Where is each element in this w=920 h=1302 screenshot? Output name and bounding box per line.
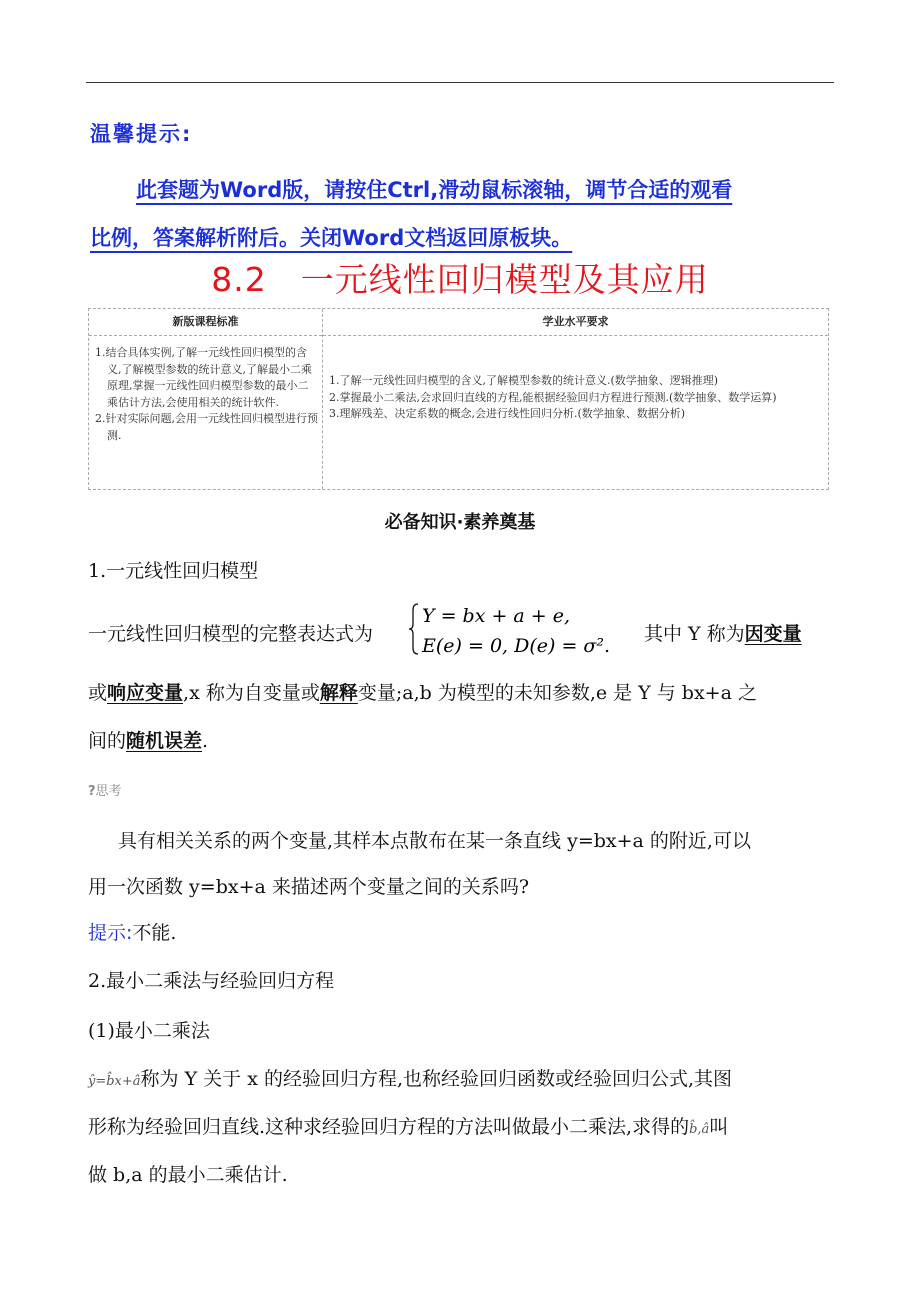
term-dependent-variable: 因变量 <box>744 623 802 645</box>
formula-line-1: Y = bx + a + e, <box>422 605 571 627</box>
text-run: 叫 <box>709 1116 729 1138</box>
requirement-item: 1.了解一元线性回归模型的含义,了解模型参数的统计意义.(数学抽象、逻辑推理) <box>329 374 719 387</box>
curriculum-cell <box>95 345 319 444</box>
tip-title: 温馨提示: <box>90 122 193 146</box>
s1-after-formula <box>644 619 802 646</box>
page-title: 8.2 一元线性回归模型及其应用 <box>211 260 709 299</box>
s1-heading: 1.一元线性回归模型 <box>88 560 259 582</box>
term-random-error: 随机误差 <box>126 730 203 752</box>
header-rule <box>86 82 834 83</box>
tip-line-2: 比例，答案解析附后。关闭Word文档返回原板块。 <box>90 226 573 250</box>
table-header-curriculum: 新版课程标准 <box>89 309 322 336</box>
requirements-cell <box>329 373 825 423</box>
formula-brace <box>409 604 418 654</box>
text-run: 或 <box>88 682 108 704</box>
model-formula <box>408 600 640 658</box>
s1-line-3 <box>88 726 208 753</box>
text-run: 其中 Y 称为 <box>644 623 745 645</box>
text-run: 间的 <box>88 730 127 752</box>
s1-line-2 <box>88 678 757 705</box>
term-response-variable: 响应变量 <box>107 682 184 704</box>
hint-label: 提示: <box>88 922 133 944</box>
requirement-item: 2.掌握最小二乘法,会求回归直线的方程,能根据经验回归方程进行预测.(数学抽象、数学运算) <box>329 390 777 404</box>
text-run: 称为 Y 关于 x 的经验回归方程,也称经验回归函数或经验回归公式,其图 <box>140 1068 733 1090</box>
s2-para-line-3: 做 b,a 的最小二乘估计. <box>88 1164 288 1186</box>
text-run: . <box>202 730 209 752</box>
regression-equation: ŷ=b̂x+â <box>88 1074 141 1089</box>
s1-intro: 一元线性回归模型的完整表达式为 <box>88 623 374 645</box>
tip-line-1: 此套题为Word版，请按住Ctrl,滑动鼠标滚轴，调节合适的观看 <box>136 178 733 202</box>
text-run: 形称为经验回归直线.这种求经验回归方程的方法叫做最小二乘法,求得的 <box>88 1116 690 1138</box>
requirement-item: 3.理解残差、决定系数的概念,会进行线性回归分析.(数学抽象、数据分析) <box>329 407 686 420</box>
hint-text: 不能. <box>132 922 177 944</box>
text-run: ,x 称为自变量或 <box>183 682 320 704</box>
section-heading: 必备知识·素养奠基 <box>384 512 536 533</box>
s2-para-line-1 <box>88 1064 732 1091</box>
table-divider <box>322 309 323 489</box>
standards-table <box>88 308 829 490</box>
curriculum-item: 2.针对实际问题,会用一元线性回归模型进行预测. <box>95 412 318 442</box>
formula-line-2: E(e) = 0, D(e) = σ². <box>422 635 611 657</box>
curriculum-item: 1.结合具体实例,了解一元线性回归模型的含义,了解模型参数的统计意义,了解最小二乘原理,掌握一元线性回归模型参数的最小二乘估计方法,会使用相关的统计软件. <box>95 346 312 409</box>
term-explanatory: 解释 <box>319 682 358 704</box>
s2-heading: 2.最小二乘法与经验回归方程 <box>88 970 335 992</box>
estimates-symbols: b̂,â <box>689 1122 710 1137</box>
table-header-requirements: 学业水平要求 <box>323 309 828 336</box>
hint <box>88 918 176 945</box>
s2-para-line-2 <box>88 1112 728 1139</box>
think-text: 思考 <box>95 784 122 799</box>
s2-subheading: (1)最小二乘法 <box>88 1020 210 1042</box>
think-label <box>88 780 122 799</box>
tip-body <box>90 166 842 262</box>
text-run: 变量;a,b 为模型的未知参数,e 是 Y 与 bx+a 之 <box>357 682 757 704</box>
think-question-line-1: 具有相关关系的两个变量,其样本点散布在某一条直线 y=bx+a 的附近,可以 <box>118 830 751 852</box>
think-icon: ? <box>88 784 96 799</box>
think-question-line-2: 用一次函数 y=bx+a 来描述两个变量之间的关系吗? <box>88 876 530 898</box>
